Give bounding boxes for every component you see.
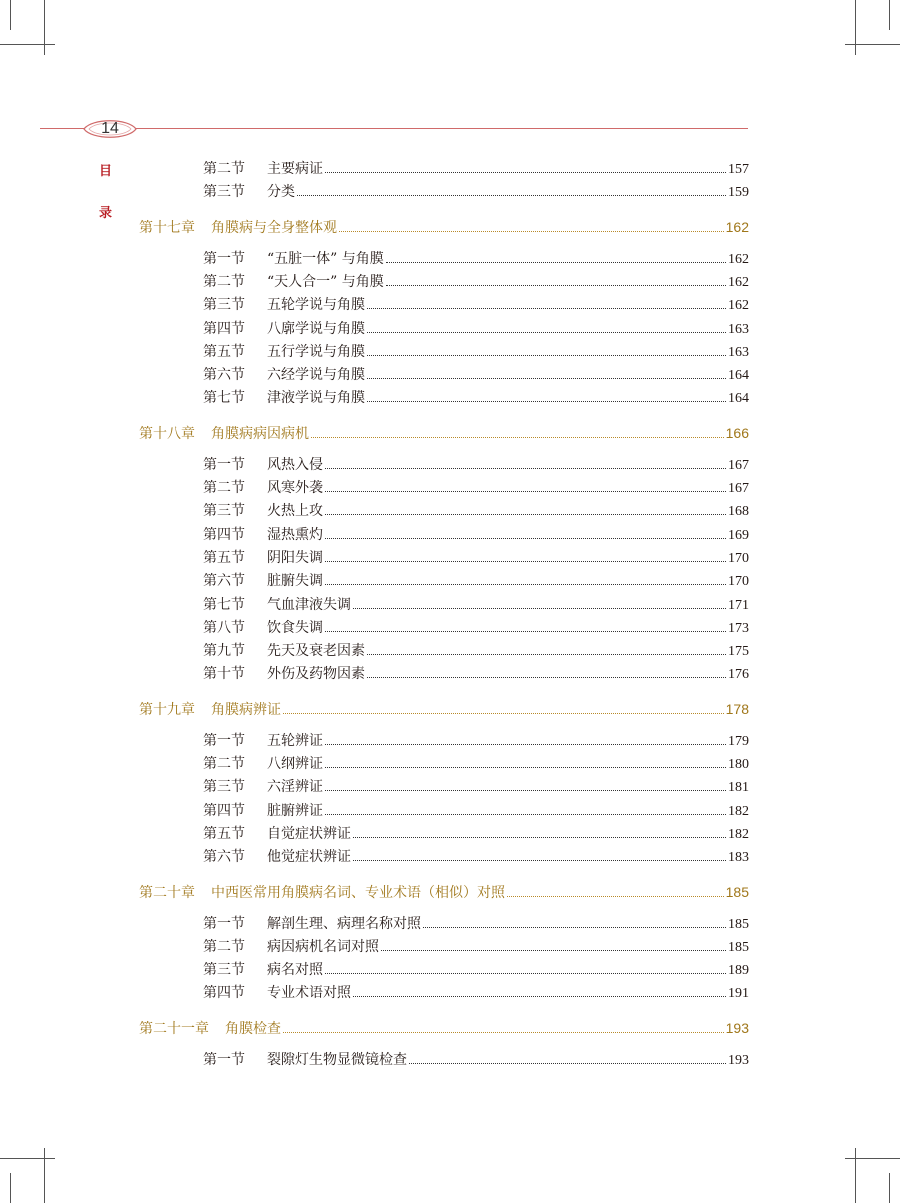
section-page-number: 164	[728, 368, 749, 384]
section-page-number: 159	[728, 185, 749, 201]
section-number: 第七节	[203, 390, 245, 407]
section-title: 风寒外袭	[267, 480, 323, 496]
leader-dots	[325, 790, 726, 791]
crop-mark	[855, 1148, 856, 1203]
section-title: 风热入侵	[267, 456, 323, 473]
toc-section-row[interactable]	[203, 617, 749, 637]
section-title: 津液学说与角膜	[267, 390, 365, 407]
section-title: 八纲辨证	[267, 756, 323, 772]
section-number: 第十节	[203, 666, 245, 683]
chapter-number: 第十九章	[139, 701, 195, 718]
section-number: 第一节	[203, 915, 245, 932]
section-title: 饮食失调	[267, 619, 323, 636]
leader-dots	[325, 767, 726, 768]
leader-dots	[325, 973, 726, 974]
crop-mark	[889, 1173, 890, 1203]
toc-section-row[interactable]	[203, 477, 749, 497]
section-number: 第四节	[203, 802, 245, 819]
section-page-number: 180	[728, 757, 749, 772]
section-number: 第二节	[203, 273, 245, 290]
section-number: 第九节	[203, 643, 245, 660]
chapter-number: 第二十一章	[139, 1020, 209, 1037]
section-page-number: 162	[728, 274, 749, 290]
section-page-number: 163	[728, 321, 749, 337]
section-title: 五轮辨证	[267, 732, 323, 749]
section-page-number: 185	[728, 916, 749, 932]
section-number: 第五节	[203, 343, 245, 360]
section-title: 病名对照	[267, 962, 323, 979]
crop-mark	[845, 1158, 900, 1159]
section-title: 外伤及药物因素	[267, 666, 365, 683]
toc-section-row[interactable]	[203, 823, 749, 843]
leader-dots	[367, 308, 726, 309]
toc-section-row[interactable]	[203, 294, 749, 314]
section-title: 先天及衰老因素	[267, 643, 365, 660]
leader-dots	[386, 262, 726, 263]
section-title: 火热上攻	[267, 503, 323, 520]
leader-dots	[367, 332, 726, 333]
section-title: “五脏一体” 与角膜	[267, 250, 384, 267]
section-number: 第三节	[203, 779, 245, 796]
chapter-number: 第二十章	[139, 884, 195, 901]
toc-section-row[interactable]	[203, 158, 749, 178]
leader-dots	[409, 1063, 726, 1064]
section-title: 气血津液失调	[267, 596, 351, 613]
section-page-number: 189	[728, 963, 749, 979]
leader-dots	[339, 231, 724, 232]
section-number: 第一节	[203, 456, 245, 473]
toc-section-row[interactable]	[203, 800, 749, 820]
section-number: 第三节	[203, 184, 245, 201]
leader-dots	[325, 631, 726, 632]
chapter-title: 角膜检查	[225, 1020, 281, 1037]
toc-section-row[interactable]	[203, 387, 749, 407]
side-label-mu: 目	[99, 164, 113, 179]
section-number: 第六节	[203, 849, 245, 866]
leader-dots	[325, 468, 726, 469]
toc-section-row[interactable]	[203, 982, 749, 1002]
toc-section-row[interactable]	[203, 913, 749, 933]
section-page-number: 185	[728, 939, 749, 955]
crop-mark	[10, 0, 11, 30]
toc-section-row[interactable]	[203, 318, 749, 338]
section-number: 第二节	[203, 938, 245, 955]
leader-dots	[325, 744, 726, 745]
toc-section-row[interactable]	[203, 341, 749, 361]
toc-section-row[interactable]	[203, 936, 749, 956]
leader-dots	[367, 401, 726, 402]
section-page-number: 181	[728, 780, 749, 796]
section-page-number: 157	[728, 162, 749, 177]
toc-section-row[interactable]	[203, 776, 749, 796]
section-page-number: 167	[728, 481, 749, 496]
section-title: 裂隙灯生物显微镜检查	[267, 1051, 407, 1068]
leader-dots	[325, 491, 726, 492]
toc-section-row[interactable]	[203, 500, 749, 520]
leader-dots	[325, 561, 726, 562]
chapter-title: 角膜病病因病机	[211, 425, 309, 442]
toc-chapter-row[interactable]	[139, 217, 749, 239]
toc-section-row[interactable]	[203, 730, 749, 750]
toc-section-row[interactable]	[203, 640, 749, 660]
leader-dots	[297, 195, 726, 196]
leader-dots	[367, 677, 726, 678]
section-title: 主要病证	[267, 161, 323, 177]
leader-dots	[367, 378, 726, 379]
section-number: 第三节	[203, 962, 245, 979]
section-title: 湿热熏灼	[267, 526, 323, 543]
section-number: 第六节	[203, 573, 245, 590]
section-page-number: 163	[728, 344, 749, 360]
section-number: 第五节	[203, 825, 245, 842]
toc-section-row[interactable]	[203, 846, 749, 866]
leader-dots	[325, 172, 726, 173]
crop-mark	[855, 0, 856, 55]
toc-section-row[interactable]	[203, 524, 749, 544]
leader-dots	[386, 285, 726, 286]
toc-section-row[interactable]	[203, 181, 749, 201]
toc-section-row[interactable]	[203, 547, 749, 567]
crop-mark	[0, 44, 55, 45]
crop-mark	[0, 1158, 55, 1159]
toc-section-row[interactable]	[203, 570, 749, 590]
section-page-number: 182	[728, 803, 749, 819]
chapter-number: 第十八章	[139, 425, 195, 442]
crop-mark	[845, 44, 900, 45]
toc-section-row[interactable]	[203, 271, 749, 291]
page-number: 14	[101, 120, 119, 137]
toc-chapter-row[interactable]	[139, 423, 749, 445]
chapter-number: 第十七章	[139, 219, 195, 236]
section-page-number: 183	[728, 850, 749, 866]
section-number: 第二节	[203, 756, 245, 772]
section-page-number: 169	[728, 527, 749, 543]
section-number: 第三节	[203, 503, 245, 520]
leader-dots	[367, 654, 726, 655]
section-page-number: 193	[728, 1052, 749, 1068]
leader-dots	[311, 437, 724, 438]
section-page-number: 164	[728, 391, 749, 407]
section-title: 脏腑辨证	[267, 802, 323, 819]
leader-dots	[325, 814, 726, 815]
chapter-page-number: 166	[725, 424, 749, 441]
header-rule	[40, 128, 748, 129]
leader-dots	[325, 514, 726, 515]
section-number: 第六节	[203, 367, 245, 384]
toc-section-row[interactable]	[203, 248, 749, 268]
section-title: 他觉症状辨证	[267, 849, 351, 866]
leader-dots	[353, 860, 726, 861]
section-page-number: 170	[728, 574, 749, 590]
toc-chapter-row[interactable]	[139, 882, 749, 904]
leader-dots	[283, 713, 724, 714]
section-title: 八廓学说与角膜	[267, 320, 365, 337]
leader-dots	[325, 584, 726, 585]
section-number: 第二节	[203, 480, 245, 496]
section-number: 第一节	[203, 250, 245, 267]
leader-dots	[353, 608, 726, 609]
section-page-number: 168	[728, 504, 749, 520]
leader-dots	[507, 896, 724, 897]
section-page-number: 191	[728, 986, 749, 1002]
section-number: 第一节	[203, 732, 245, 749]
section-page-number: 173	[728, 620, 749, 636]
chapter-page-number: 193	[725, 1019, 749, 1036]
toc-chapter-row[interactable]	[139, 699, 749, 721]
section-page-number: 162	[728, 251, 749, 267]
toc-section-row[interactable]	[203, 594, 749, 614]
section-title: 病因病机名词对照	[267, 938, 379, 955]
section-page-number: 176	[728, 667, 749, 683]
toc-chapter-row[interactable]	[139, 1018, 749, 1040]
leader-dots	[381, 950, 726, 951]
toc-section-row[interactable]	[203, 1049, 749, 1069]
section-title: 五轮学说与角膜	[267, 297, 365, 314]
leader-dots	[353, 996, 726, 997]
section-number: 第一节	[203, 1051, 245, 1068]
crop-mark	[889, 0, 890, 30]
section-title: 分类	[267, 184, 295, 201]
section-title: 五行学说与角膜	[267, 343, 365, 360]
leader-dots	[283, 1032, 724, 1033]
chapter-title: 角膜病与全身整体观	[211, 219, 337, 236]
toc-section-row[interactable]	[203, 454, 749, 474]
section-number: 第八节	[203, 619, 245, 636]
section-page-number: 179	[728, 733, 749, 749]
chapter-page-number: 185	[725, 883, 749, 900]
section-title: 六淫辨证	[267, 779, 323, 796]
leader-dots	[423, 927, 726, 928]
toc-section-row[interactable]	[203, 959, 749, 979]
chapter-page-number: 178	[725, 700, 749, 717]
section-title: “天人合一” 与角膜	[267, 273, 384, 290]
section-number: 第四节	[203, 320, 245, 337]
section-number: 第五节	[203, 549, 245, 566]
section-title: 阴阳失调	[267, 549, 323, 566]
chapter-title: 角膜病辨证	[211, 701, 281, 718]
section-number: 第二节	[203, 161, 245, 177]
section-title: 脏腑失调	[267, 573, 323, 590]
leader-dots	[353, 837, 726, 838]
toc-section-row[interactable]	[203, 753, 749, 773]
crop-mark	[44, 1148, 45, 1203]
section-page-number: 162	[728, 298, 749, 314]
chapter-title: 中西医常用角膜病名词、专业术语（相似）对照	[211, 884, 505, 901]
crop-mark	[10, 1173, 11, 1203]
section-title: 自觉症状辨证	[267, 825, 351, 842]
crop-mark	[44, 0, 45, 55]
side-label-lu: 录	[99, 206, 113, 221]
leader-dots	[367, 355, 726, 356]
section-page-number: 170	[728, 550, 749, 566]
section-page-number: 167	[728, 457, 749, 473]
section-page-number: 182	[728, 826, 749, 842]
section-title: 六经学说与角膜	[267, 367, 365, 384]
section-page-number: 175	[728, 644, 749, 660]
section-number: 第四节	[203, 985, 245, 1002]
section-page-number: 171	[728, 597, 749, 613]
toc-section-row[interactable]	[203, 364, 749, 384]
section-title: 专业术语对照	[267, 985, 351, 1002]
leader-dots	[325, 538, 726, 539]
section-number: 第四节	[203, 526, 245, 543]
section-number: 第三节	[203, 297, 245, 314]
section-number: 第七节	[203, 596, 245, 613]
chapter-page-number: 162	[725, 218, 749, 235]
toc-section-row[interactable]	[203, 663, 749, 683]
section-title: 解剖生理、病理名称对照	[267, 915, 421, 932]
